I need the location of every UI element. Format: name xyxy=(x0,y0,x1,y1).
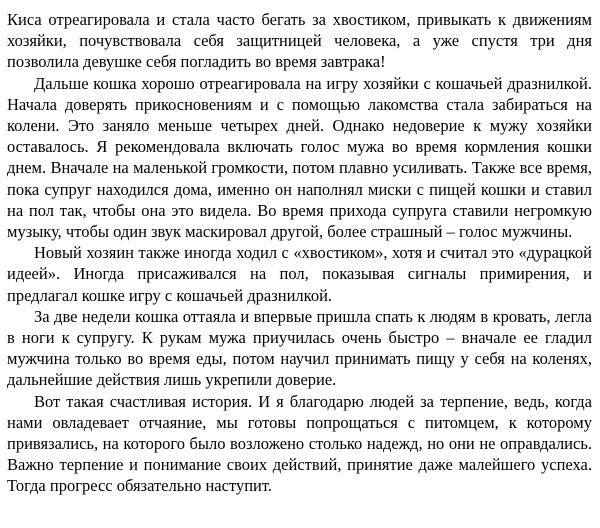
paragraph: Дальше кошка хорошо отреагировала на игру хозяйки с кошачьей дразнилкой. Начала доверять прикосновениям и с помощью лакомства стала забираться на колени. Это заняло меньше четырех дней. Однако недоверие к мужу хозяйки оставалось. Я рекомендовала включать голос мужа во время кормления кошки днем. Вначале на маленькой громкости, потом плавно усиливать. Также все время, пока супруг находился дома, именно он наполнял миски с пищей кошки и ставил на пол так, чтобы она это видела. Во время прихода супруга ставили негромкую музыку, чтобы один звук маскировал другой, более страшный – голос мужчины. xyxy=(7,73,592,242)
paragraph: Новый хозяин также иногда ходил с «хвостиком», хотя и считал это «дурацкой идеей». Иногда присаживался на пол, показывая сигналы примирения, и предлагал кошке игру с кошачьей дразнилкой. xyxy=(7,243,592,305)
paragraph: Вот такая счастливая история. И я благодарю людей за терпение, ведь, когда нами овладевает отчаяние, мы готовы попрощаться с питомцем, к которому привязались, на которого было возложено столько надежд, но они не оправдались. Важно терпение и понимание своих действий, принятие даже малейшего успеха. Тогда прогресс обязательно наступит. xyxy=(7,391,592,496)
paragraph: За две недели кошка оттаяла и впервые пришла спать к людям в кровать, легла в ноги к супругу. К рукам мужа приучилась очень быстро – вначале ее гладил мужчина только во время еды, потом научил принимать пищу у себя на коленях, дальнейшие действия лишь укрепили доверие. xyxy=(7,306,592,390)
paragraph: Киса отреагировала и стала часто бегать за хвостиком, привыкать к движениям хозяйки, почувствовала себя защитницей человека, а уже спустя три дня позволила девушке себя погладить во время завтрака! xyxy=(7,10,592,72)
